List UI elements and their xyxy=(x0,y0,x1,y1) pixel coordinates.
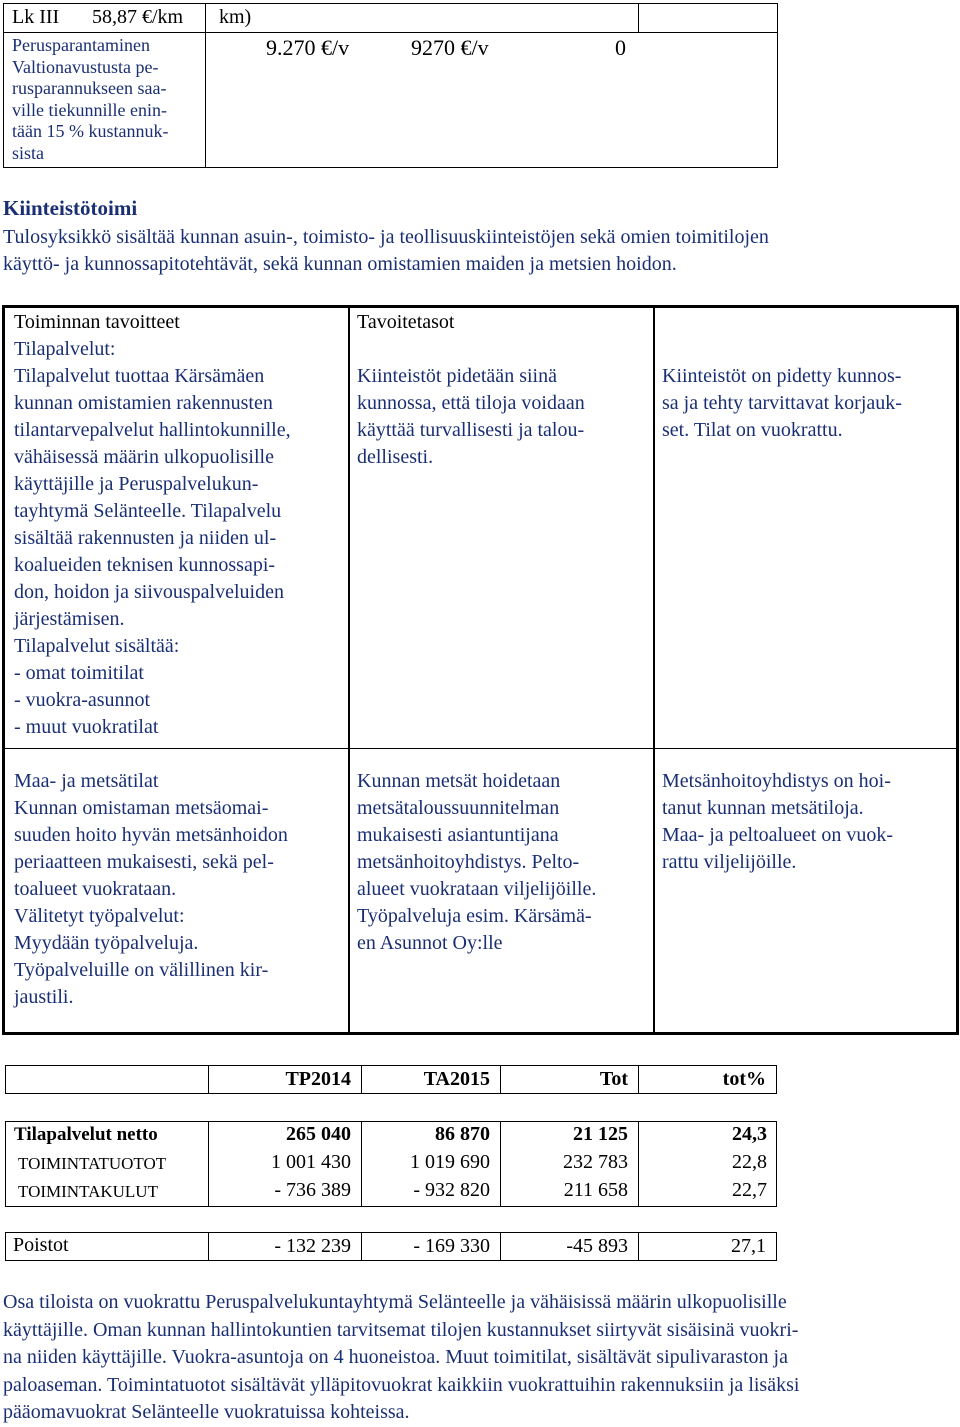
cell-value: 24,3 xyxy=(732,1123,767,1145)
text-line: tilantarvepalvelut hallintokunnille, xyxy=(14,419,291,441)
description-line: tään 15 % kustannuk- xyxy=(12,121,169,141)
text-line: Maa- ja peltoalueet on vuok- xyxy=(662,824,894,846)
footer-line: Osa tiloista on vuokrattu Peruspalvelukuntayhtymä Selänteelle ja vähäisissä määrin ulkopuolisille xyxy=(3,1291,787,1313)
text-line: en Asunnot Oy:lle xyxy=(357,932,503,954)
value-1: 9.270 €/v xyxy=(266,35,350,60)
intro-line: käyttö- ja kunnossapitotehtävät, sekä kunnan omistamien maiden ja metsien hoidon. xyxy=(3,253,677,275)
header-ta2015: TA2015 xyxy=(361,1065,501,1094)
row1-col1 xyxy=(14,336,344,741)
cell-value: - 932 820 xyxy=(413,1179,490,1201)
col-divider xyxy=(348,308,350,1032)
text-line: periaatteen mukaisesti, sekä pel- xyxy=(14,851,274,873)
text-line: suuden hoito hyvän metsänhoidon xyxy=(14,824,288,846)
cell-value: - 169 330 xyxy=(361,1232,501,1261)
km-header: km) xyxy=(219,6,252,28)
text-line: sa ja tehty tarvittavat korjauk- xyxy=(662,392,902,414)
cell-value: 27,1 xyxy=(638,1232,777,1261)
goals-header-col1: Toiminnan tavoitteet xyxy=(14,311,180,333)
text-line: sisältää rakennusten ja niiden ul- xyxy=(14,527,277,549)
cell-value: 22,7 xyxy=(732,1179,767,1201)
text-line: - omat toimitilat xyxy=(14,662,144,684)
section-heading: Kiinteistötoimi xyxy=(3,196,138,220)
text-line: Tilapalvelut sisältää: xyxy=(14,635,180,657)
row-label-poistot: Poistot xyxy=(13,1234,69,1256)
text-line: kunnossa, että tiloja voidaan xyxy=(357,392,585,414)
text-line: tanut kunnan metsätiloja. xyxy=(662,797,864,819)
text-line: Kiinteistöt pidetään siinä xyxy=(357,365,557,387)
footer-line: pääomavuokrat Selänteelle vuokratuissa kohteissa. xyxy=(3,1401,410,1423)
text-line: vähäisessä määrin ulkopuolisille xyxy=(14,446,274,468)
text-line: koalueiden teknisen kunnossapi- xyxy=(14,554,276,576)
description-line: sista xyxy=(12,142,45,163)
text-line: Kunnan metsät hoidetaan xyxy=(357,770,561,792)
poistot-label-cell xyxy=(5,1232,209,1261)
cell-value: - 132 239 xyxy=(208,1232,362,1261)
text-line: järjestämisen. xyxy=(14,608,125,630)
description-line: Perusparantaminen xyxy=(12,35,150,55)
row2-col1 xyxy=(14,768,344,1011)
footer-line: paloaseman. Toimintatuotot sisältävät ylläpitovuokrat kaikkiin vuokrattuihin rakennuksiin ja lisäksi xyxy=(3,1373,800,1396)
empty-cell xyxy=(638,3,778,33)
text-line: - muut vuokratilat xyxy=(14,716,159,738)
goals-header-col2: Tavoitetasot xyxy=(357,311,455,333)
footer-line: na niiden käyttäjille. Vuokra-asuntoja on 4 huoneistoa. Muut toimitilat, sisältävät sipulivaraston ja xyxy=(3,1346,788,1368)
text-line: Työpalveluille on välillinen kir- xyxy=(14,959,269,981)
cell-value: -45 893 xyxy=(500,1232,639,1261)
text-line: käyttää turvallisesti ja talou- xyxy=(357,419,585,441)
cell-value: - 736 389 xyxy=(274,1179,351,1201)
text-line: don, hoidon ja siivouspalveluiden xyxy=(14,581,284,603)
row1-col2 xyxy=(357,363,649,471)
text-line: Metsänhoitoyhdistys on hoi- xyxy=(662,770,891,792)
cell-value: 265 040 xyxy=(286,1123,351,1145)
row2-col3 xyxy=(662,768,954,876)
cell-value: 211 658 xyxy=(563,1179,628,1201)
values-cell xyxy=(205,32,778,168)
value-2: 9270 €/v xyxy=(411,35,489,60)
text-line: Kiinteistöt on pidetty kunnos- xyxy=(662,365,902,387)
text-line: metsätaloussuunnitelman xyxy=(357,797,560,819)
description-line: rusparannukseen saa- xyxy=(12,78,167,98)
footer-line: käyttäjille. Oman kunnan hallintokuntien tarvitsemat tilojen kustannukset siirtyvät sisäisinä vuokri- xyxy=(3,1318,799,1341)
row1-col3 xyxy=(662,363,954,444)
cell-value: 1 001 430 xyxy=(271,1151,351,1173)
row-label-toimintakulut: TOIMINTAKULUT xyxy=(18,1182,158,1201)
text-line: metsänhoitoyhdistys. Pelto- xyxy=(357,851,580,873)
text-line: Maa- ja metsätilat xyxy=(14,770,159,792)
description-text xyxy=(12,35,202,164)
row-label-toimintatuotot: TOIMINTATUOTOT xyxy=(18,1154,167,1173)
top-row-label-cell xyxy=(3,3,206,33)
header-tot-percent: tot% xyxy=(638,1065,777,1094)
text-line: rattu viljelijöille. xyxy=(662,851,797,873)
row-label: Lk III xyxy=(12,6,60,28)
header-tp2014: TP2014 xyxy=(208,1065,362,1094)
cell-value: 22,8 xyxy=(732,1151,767,1173)
text-line: jaustili. xyxy=(14,986,74,1008)
text-line: toalueet vuokrataan. xyxy=(14,878,177,900)
km-cell xyxy=(205,3,639,33)
text-line: mukaisesti asiantuntijana xyxy=(357,824,559,846)
header-tot: Tot xyxy=(500,1065,639,1094)
text-line: Välitetyt työpalvelut: xyxy=(14,905,185,927)
text-line: Työpalveluja esim. Kärsämä- xyxy=(357,905,592,927)
description-line: ville tiekunnille enin- xyxy=(12,99,167,120)
rate-value: 58,87 €/km xyxy=(92,6,184,28)
text-line: kunnan omistamien rakennusten xyxy=(14,392,273,414)
text-line: - vuokra-asunnot xyxy=(14,689,151,711)
cell-value: 86 870 xyxy=(435,1123,490,1145)
value-3: 0 xyxy=(615,35,626,60)
row-divider xyxy=(5,748,956,749)
description-line: Valtionavustusta pe- xyxy=(12,56,159,77)
text-line: Kunnan omistaman metsäomai- xyxy=(14,797,269,819)
footer-paragraph xyxy=(3,1289,953,1427)
row2-col2 xyxy=(357,768,649,957)
text-line: Tilapalvelut: xyxy=(14,338,116,360)
text-line: alueet vuokrataan viljelijöille. xyxy=(357,878,597,900)
col-divider xyxy=(653,308,655,1032)
text-line: Myydään työpalveluja. xyxy=(14,932,199,954)
finance-header-empty xyxy=(5,1065,209,1094)
text-line: dellisesti. xyxy=(357,446,434,468)
row-label-tilapalvelut: Tilapalvelut netto xyxy=(14,1124,158,1145)
cell-value: 1 019 690 xyxy=(410,1151,490,1173)
intro-line: Tulosyksikkö sisältää kunnan asuin-, toimisto- ja teollisuuskiinteistöjen sekä omien toimitilojen xyxy=(3,226,769,248)
text-line: Tilapalvelut tuottaa Kärsämäen xyxy=(14,365,265,387)
section-intro xyxy=(3,224,953,278)
cell-value: 21 125 xyxy=(573,1123,628,1145)
description-cell xyxy=(3,32,206,168)
goals-table xyxy=(2,305,959,1035)
text-line: set. Tilat on vuokrattu. xyxy=(662,419,843,441)
text-line: käyttäjille ja Peruspalvelukun- xyxy=(14,473,259,495)
text-line: tayhtymä Selänteelle. Tilapalvelu xyxy=(14,500,282,522)
cell-value: 232 783 xyxy=(563,1151,628,1173)
